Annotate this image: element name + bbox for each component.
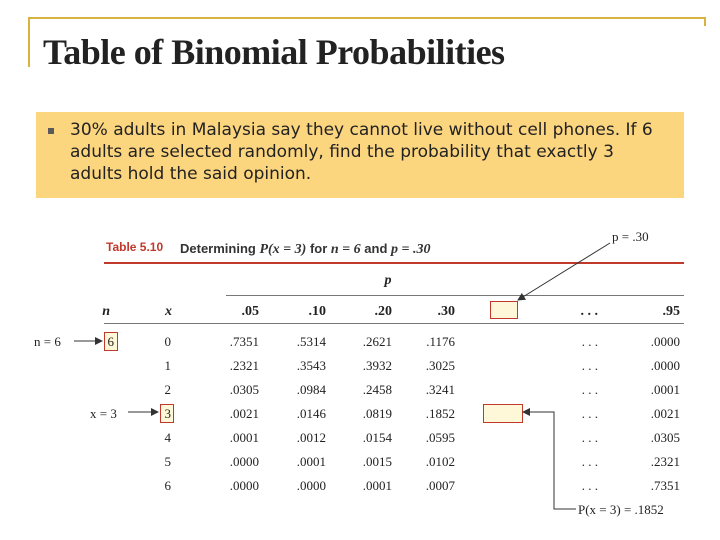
x-value-cell: 1 bbox=[164, 358, 171, 373]
probability-cell: .2321 bbox=[650, 454, 680, 469]
probability-cell: . . . bbox=[581, 382, 598, 397]
probability-cell: .0001 bbox=[362, 478, 392, 493]
probability-cell: .0000 bbox=[229, 478, 259, 493]
x-value-cell: 2 bbox=[164, 382, 171, 397]
probability-cell: .0021 bbox=[650, 406, 680, 421]
caption-and: and bbox=[360, 241, 391, 256]
probability-cell: . . . bbox=[581, 478, 598, 493]
probability-cell: .2458 bbox=[362, 382, 392, 397]
probability-cell: .0305 bbox=[229, 382, 259, 397]
caption-px: P(x = 3) bbox=[259, 242, 307, 257]
probability-cell: .0102 bbox=[425, 454, 455, 469]
question-text: 30% adults in Malaysia say they cannot live without cell phones. If 6 adults are selected randomly, find the probability that exactly 3 adults hold the said opinion. bbox=[70, 120, 653, 184]
p-annotation: p = .30 bbox=[612, 229, 649, 244]
probability-cell: .1176 bbox=[426, 334, 455, 349]
probability-cell: .7351 bbox=[650, 478, 680, 493]
x-value-cell: 6 bbox=[164, 478, 171, 493]
probability-cell: .0021 bbox=[229, 406, 259, 421]
p-value-header: .30 bbox=[437, 304, 455, 319]
probability-cell: .7351 bbox=[229, 334, 259, 349]
x-value-cell: 5 bbox=[164, 454, 171, 469]
x-value-cell: 0 bbox=[164, 334, 171, 349]
probability-cell: .1852 bbox=[425, 406, 455, 421]
x-annotation: x = 3 bbox=[90, 406, 117, 421]
n-annotation: n = 6 bbox=[34, 334, 61, 349]
probability-cell: .0000 bbox=[650, 334, 680, 349]
caption-prefix: Determining bbox=[180, 241, 260, 256]
probability-cell: .0001 bbox=[650, 382, 680, 397]
probability-cell: .0000 bbox=[296, 478, 326, 493]
probability-cell: .0595 bbox=[425, 430, 455, 445]
probability-cell: .0007 bbox=[425, 478, 455, 493]
p-value-header: .05 bbox=[241, 304, 259, 319]
probability-cell: .0146 bbox=[296, 406, 326, 421]
caption-p: p = .30 bbox=[391, 242, 431, 257]
probability-cell: .0305 bbox=[650, 430, 680, 445]
probability-cell: .0154 bbox=[362, 430, 392, 445]
probability-cell: .2621 bbox=[362, 334, 392, 349]
probability-cell: .0001 bbox=[296, 454, 326, 469]
result-annotation: P(x = 3) = .1852 bbox=[578, 502, 664, 517]
probability-cell: .0000 bbox=[229, 454, 259, 469]
p-value-header: . . . bbox=[580, 304, 598, 319]
probability-cell: . . . bbox=[581, 406, 598, 421]
probability-cell: .3543 bbox=[296, 358, 326, 373]
p-header: p bbox=[384, 273, 392, 288]
x-value-cell: 3 bbox=[164, 406, 171, 421]
n-value-cell: 6 bbox=[107, 334, 114, 349]
x-value-cell: 4 bbox=[164, 430, 171, 445]
result-arrow bbox=[523, 412, 576, 509]
col-n-header: n bbox=[102, 304, 110, 319]
probability-cell: .0001 bbox=[229, 430, 259, 445]
col-x-header: x bbox=[165, 304, 172, 319]
probability-cell: . . . bbox=[581, 454, 598, 469]
probability-cell: . . . bbox=[581, 334, 598, 349]
probability-cell: .0015 bbox=[362, 454, 392, 469]
probability-cell: .0000 bbox=[650, 358, 680, 373]
probability-cell: .3241 bbox=[425, 382, 455, 397]
probability-cell: .3025 bbox=[425, 358, 455, 373]
p-value-header: .20 bbox=[374, 304, 392, 319]
p-value-header: .95 bbox=[662, 304, 680, 319]
probability-cell: .0984 bbox=[296, 382, 326, 397]
probability-cell: .5314 bbox=[296, 334, 326, 349]
probability-cell: .3932 bbox=[362, 358, 392, 373]
probability-cell: .2321 bbox=[229, 358, 259, 373]
caption-n: n = 6 bbox=[330, 242, 361, 257]
slide-title: Table of Binomial Probabilities bbox=[43, 32, 505, 72]
probability-cell: . . . bbox=[581, 358, 598, 373]
p-value-header: .10 bbox=[308, 304, 326, 319]
probability-cell: .0819 bbox=[362, 406, 392, 421]
probability-cell: . . . bbox=[581, 430, 598, 445]
table-label: Table 5.10 bbox=[106, 240, 164, 254]
probability-cell: .0012 bbox=[296, 430, 326, 445]
caption-for: for bbox=[306, 241, 331, 256]
p-arrow bbox=[518, 243, 610, 300]
